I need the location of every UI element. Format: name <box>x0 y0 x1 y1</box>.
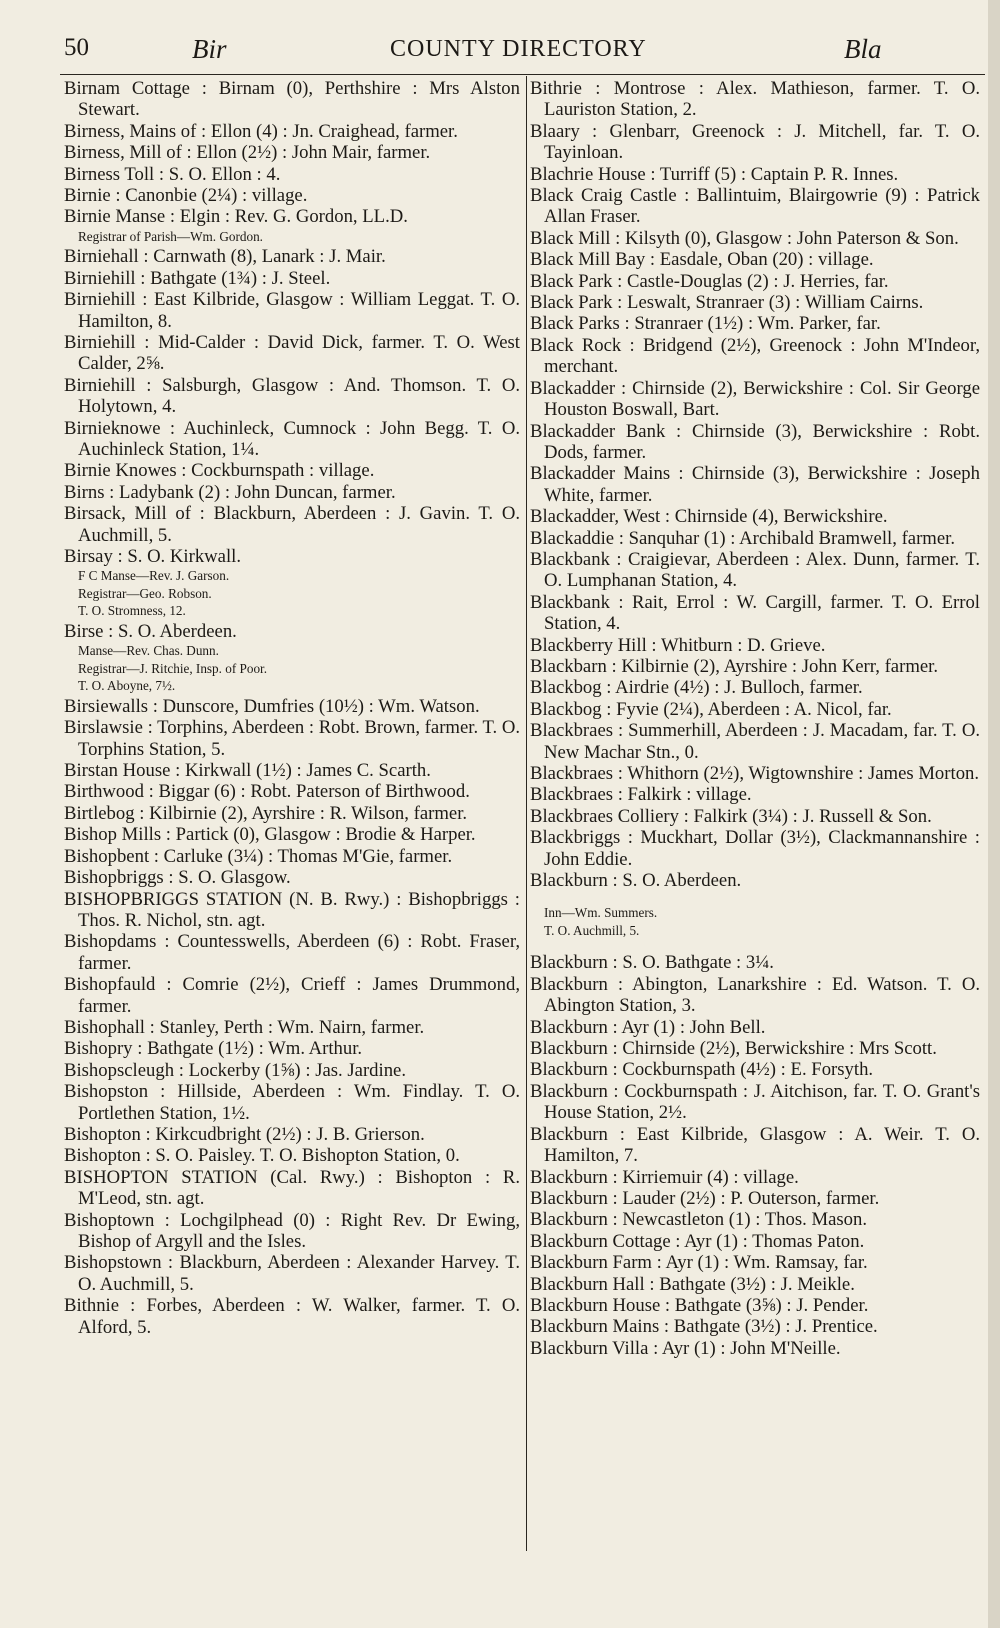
entry-note: Registrar—J. Ritchie, Insp. of Poor. <box>78 660 268 676</box>
entry-note: Registrar of Parish—Wm. Gordon. <box>78 228 263 244</box>
directory-entry: Blackbog : Fyvie (2¼), Aberdeen : A. Nicol, far. <box>530 698 892 720</box>
directory-entry: Blackbarn : Kilbirnie (2), Ayrshire : John Kerr, farmer. <box>530 655 939 677</box>
directory-entry: Birness, Mains of : Ellon (4) : Jn. Craighead, farmer. <box>64 120 458 142</box>
directory-entry: Birness Toll : S. O. Ellon : 4. <box>64 163 281 185</box>
directory-entry: Bishoptown : Lochgilphead (0) : Right Rev. Dr Ewing, Bishop of Argyll and the Isles. <box>64 1209 520 1252</box>
directory-entry: Birsiewalls : Dunscore, Dumfries (10½) : Wm. Watson. <box>64 695 480 717</box>
directory-entry: Blaary : Glenbarr, Greenock : J. Mitchell, far. T. O. Tayinloan. <box>530 120 980 164</box>
directory-entry: Blackburn : S. O. Bathgate : 3¼. <box>530 952 774 974</box>
directory-entry: Blackburn Villa : Ayr (1) : John M'Neille. <box>530 1337 841 1359</box>
directory-entry: Bishophall : Stanley, Perth : Wm. Nairn, farmer. <box>64 1016 425 1038</box>
page-header <box>60 30 980 70</box>
directory-entry: Blackburn Cottage : Ayr (1) : Thomas Paton. <box>530 1230 865 1252</box>
directory-entry: BISHOPTON STATION (Cal. Rwy.) : Bishopton : R. M'Leod, stn. agt. <box>64 1166 520 1210</box>
directory-entry: Blackadder, West : Chirnside (4), Berwickshire. <box>530 506 888 528</box>
entry-note: F C Manse—Rev. J. Garson. <box>78 568 230 584</box>
directory-entry: Blackbraes Colliery : Falkirk (3¼) : J. Russell & Son. <box>530 805 932 827</box>
directory-entry: Blackburn : S. O. Aberdeen. <box>530 870 742 892</box>
directory-entry: Bishopdams : Countesswells, Aberdeen (6) : Robt. Fraser, farmer. <box>64 931 520 974</box>
directory-entry: Blackburn : Abington, Lanarkshire : Ed. Watson. T. O. Abington Station, 3. <box>530 973 980 1017</box>
directory-entry: Black Parks : Stranraer (1½) : Wm. Parker, far. <box>530 313 881 335</box>
directory-entry: Blackbank : Rait, Errol : W. Cargill, farmer. T. O. Errol Station, 4. <box>530 591 980 635</box>
directory-entry: Bishopbriggs : S. O. Glasgow. <box>64 867 291 889</box>
directory-entry: Blackburn : Ayr (1) : John Bell. <box>530 1016 766 1038</box>
directory-entry: Blackaddie : Sanquhar (1) : Archibald Bramwell, farmer. <box>530 527 956 549</box>
directory-entry: Blackburn : Cockburnspath : J. Aitchison, far. T. O. Grant's House Station, 2½. <box>530 1080 980 1124</box>
page-edge <box>988 0 1000 1628</box>
directory-entry: Birsack, Mill of : Blackburn, Aberdeen : J. Gavin. T. O. Auchmill, 5. <box>64 503 520 546</box>
directory-entry: Birns : Ladybank (2) : John Duncan, farmer. <box>64 481 396 503</box>
directory-entry: Blackburn House : Bathgate (3⅝) : J. Pender. <box>530 1294 869 1316</box>
directory-entry: Birness, Mill of : Ellon (2½) : John Mair, farmer. <box>64 142 431 164</box>
directory-entry: Blackbraes : Summerhill, Aberdeen : J. Macadam, far. T. O. New Machar Stn., 0. <box>530 720 980 763</box>
directory-entry: Blackburn : Lauder (2½) : P. Outerson, farmer. <box>530 1187 880 1209</box>
directory-entry: Birsay : S. O. Kirkwall. <box>64 546 242 568</box>
directory-entry: Birthwood : Biggar (6) : Robt. Paterson of Birthwood. <box>64 781 470 803</box>
directory-entry: Bishopscleugh : Lockerby (1⅝) : Jas. Jardine. <box>64 1059 407 1081</box>
directory-entry: Birslawsie : Torphins, Aberdeen : Robt. Brown, farmer. T. O. Torphins Station, 5. <box>64 717 520 760</box>
directory-entry: Blachrie House : Turriff (5) : Captain P. R. Innes. <box>530 163 899 185</box>
directory-entry: Birniehill : Bathgate (1¾) : J. Steel. <box>64 267 331 289</box>
directory-entry: Birtlebog : Kilbirnie (2), Ayrshire : R. Wilson, farmer. <box>64 802 468 824</box>
directory-entry: Blackburn : East Kilbride, Glasgow : A. Weir. T. O. Hamilton, 7. <box>530 1123 980 1167</box>
directory-entry: BISHOPBRIGGS STATION (N. B. Rwy.) : Bishopbriggs : Thos. R. Nichol, stn. agt. <box>64 888 520 931</box>
directory-entry: Black Mill : Kilsyth (0), Glasgow : John Paterson & Son. <box>530 227 959 249</box>
directory-entry: Birnie Knowes : Cockburnspath : village. <box>64 460 375 482</box>
directory-entry: Birstan House : Kirkwall (1½) : James C. Scarth. <box>64 760 431 782</box>
directory-entry: Birnie Manse : Elgin : Rev. G. Gordon, LL.D. <box>64 206 408 228</box>
directory-entry: Bishopton : S. O. Paisley. T. O. Bishopton Station, 0. <box>64 1145 460 1167</box>
page-number: 50 <box>64 34 89 61</box>
directory-entry: Black Mill Bay : Easdale, Oban (20) : village. <box>530 249 874 271</box>
directory-entry: Black Rock : Bridgend (2½), Greenock : John M'Indeor, merchant. <box>530 334 980 378</box>
entry-note: Manse—Rev. Chas. Dunn. <box>78 643 219 659</box>
entry-note: Inn—Wm. Summers. <box>544 905 658 921</box>
directory-entry: Birnie : Canonbie (2¼) : village. <box>64 185 308 207</box>
directory-entry: Blackburn Hall : Bathgate (3½) : J. Meikle. <box>530 1273 855 1295</box>
directory-entry: Bishopstown : Blackburn, Aberdeen : Alexander Harvey. T. O. Auchmill, 5. <box>64 1252 520 1295</box>
header-rule <box>60 74 985 75</box>
directory-entry: Bishopfauld : Comrie (2½), Crieff : James Drummond, farmer. <box>64 974 520 1017</box>
directory-entry: Bishopston : Hillside, Aberdeen : Wm. Findlay. T. O. Portlethen Station, 1½. <box>64 1081 520 1124</box>
directory-entry: Birniehill : East Kilbride, Glasgow : William Leggat. T. O. Hamilton, 8. <box>64 289 520 332</box>
directory-entry: Blackburn Farm : Ayr (1) : Wm. Ramsay, far. <box>530 1252 868 1274</box>
directory-entry: Birniehill : Mid-Calder : David Dick, farmer. T. O. West Calder, 2⅝. <box>64 331 520 375</box>
left-column <box>64 78 520 1338</box>
entry-note: T. O. Auchmill, 5. <box>544 922 640 938</box>
directory-entry: Blackburn : Kirriemuir (4) : village. <box>530 1166 799 1188</box>
directory-entry: Birnam Cottage : Birnam (0), Perthshire : Mrs Alston Stewart. <box>64 78 520 121</box>
directory-entry: Black Park : Castle-Douglas (2) : J. Herries, far. <box>530 270 889 292</box>
directory-entry: Black Park : Leswalt, Stranraer (3) : William Cairns. <box>530 292 924 314</box>
directory-entry: Blackburn Mains : Bathgate (3½) : J. Prentice. <box>530 1316 878 1338</box>
directory-entry: Birse : S. O. Aberdeen. <box>64 620 237 642</box>
directory-entry: Bithnie : Forbes, Aberdeen : W. Walker, farmer. T. O. Alford, 5. <box>64 1295 520 1338</box>
directory-entry: Blackburn : Cockburnspath (4½) : E. Forsyth. <box>530 1059 874 1081</box>
right-column <box>530 78 980 1359</box>
entry-note: T. O. Aboyne, 7½. <box>78 678 176 694</box>
directory-entry: Blackbraes : Falkirk : village. <box>530 784 752 806</box>
directory-entry: Birniehall : Carnwath (8), Lanark : J. Mair. <box>64 246 386 268</box>
directory-entry: Birniehill : Salsburgh, Glasgow : And. Thomson. T. O. Holytown, 4. <box>64 374 520 418</box>
directory-entry: Blackadder Mains : Chirnside (3), Berwickshire : Joseph White, farmer. <box>530 463 980 506</box>
directory-entry: Blackadder Bank : Chirnside (3), Berwickshire : Robt. Dods, farmer. <box>530 420 980 463</box>
directory-entry: Bishopry : Bathgate (1½) : Wm. Arthur. <box>64 1038 363 1060</box>
running-title: COUNTY DIRECTORY <box>390 36 647 62</box>
directory-entry: Blackburn : Chirnside (2½), Berwickshire : Mrs Scott. <box>530 1038 937 1060</box>
directory-entry: Blackbriggs : Muckhart, Dollar (3½), Clackmannanshire : John Eddie. <box>530 827 980 870</box>
directory-entry: Bishop Mills : Partick (0), Glasgow : Brodie & Harper. <box>64 824 476 846</box>
directory-entry: Blackberry Hill : Whitburn : D. Grieve. <box>530 634 826 656</box>
column-divider <box>526 76 527 1551</box>
left-guide-word: Bir <box>192 34 227 64</box>
entry-note: T. O. Stromness, 12. <box>78 603 186 619</box>
directory-entry: Blackbog : Airdrie (4½) : J. Bulloch, farmer. <box>530 677 863 699</box>
directory-entry: Black Craig Castle : Ballintuim, Blairgowrie (9) : Patrick Allan Fraser. <box>530 185 980 228</box>
entry-note: Registrar—Geo. Robson. <box>78 585 212 601</box>
directory-entry: Blackburn : Newcastleton (1) : Thos. Mason. <box>530 1209 868 1231</box>
directory-entry: Blackbank : Craigievar, Aberdeen : Alex. Dunn, farmer. T. O. Lumphanan Station, 4. <box>530 548 980 592</box>
directory-entry: Birnieknowe : Auchinleck, Cumnock : John Begg. T. O. Auchinleck Station, 1¼. <box>64 417 520 460</box>
right-guide-word: Bla <box>844 34 882 64</box>
directory-entry: Bishopbent : Carluke (3¼) : Thomas M'Gie, farmer. <box>64 845 453 867</box>
directory-entry: Bithrie : Montrose : Alex. Mathieson, farmer. T. O. Lauriston Station, 2. <box>530 78 980 121</box>
directory-entry: Bishopton : Kirkcudbright (2½) : J. B. Grierson. <box>64 1123 425 1145</box>
directory-entry: Blackbraes : Whithorn (2½), Wigtownshire : James Morton. <box>530 763 980 784</box>
directory-entry: Blackadder : Chirnside (2), Berwickshire : Col. Sir George Houston Boswall, Bart. <box>530 377 980 421</box>
